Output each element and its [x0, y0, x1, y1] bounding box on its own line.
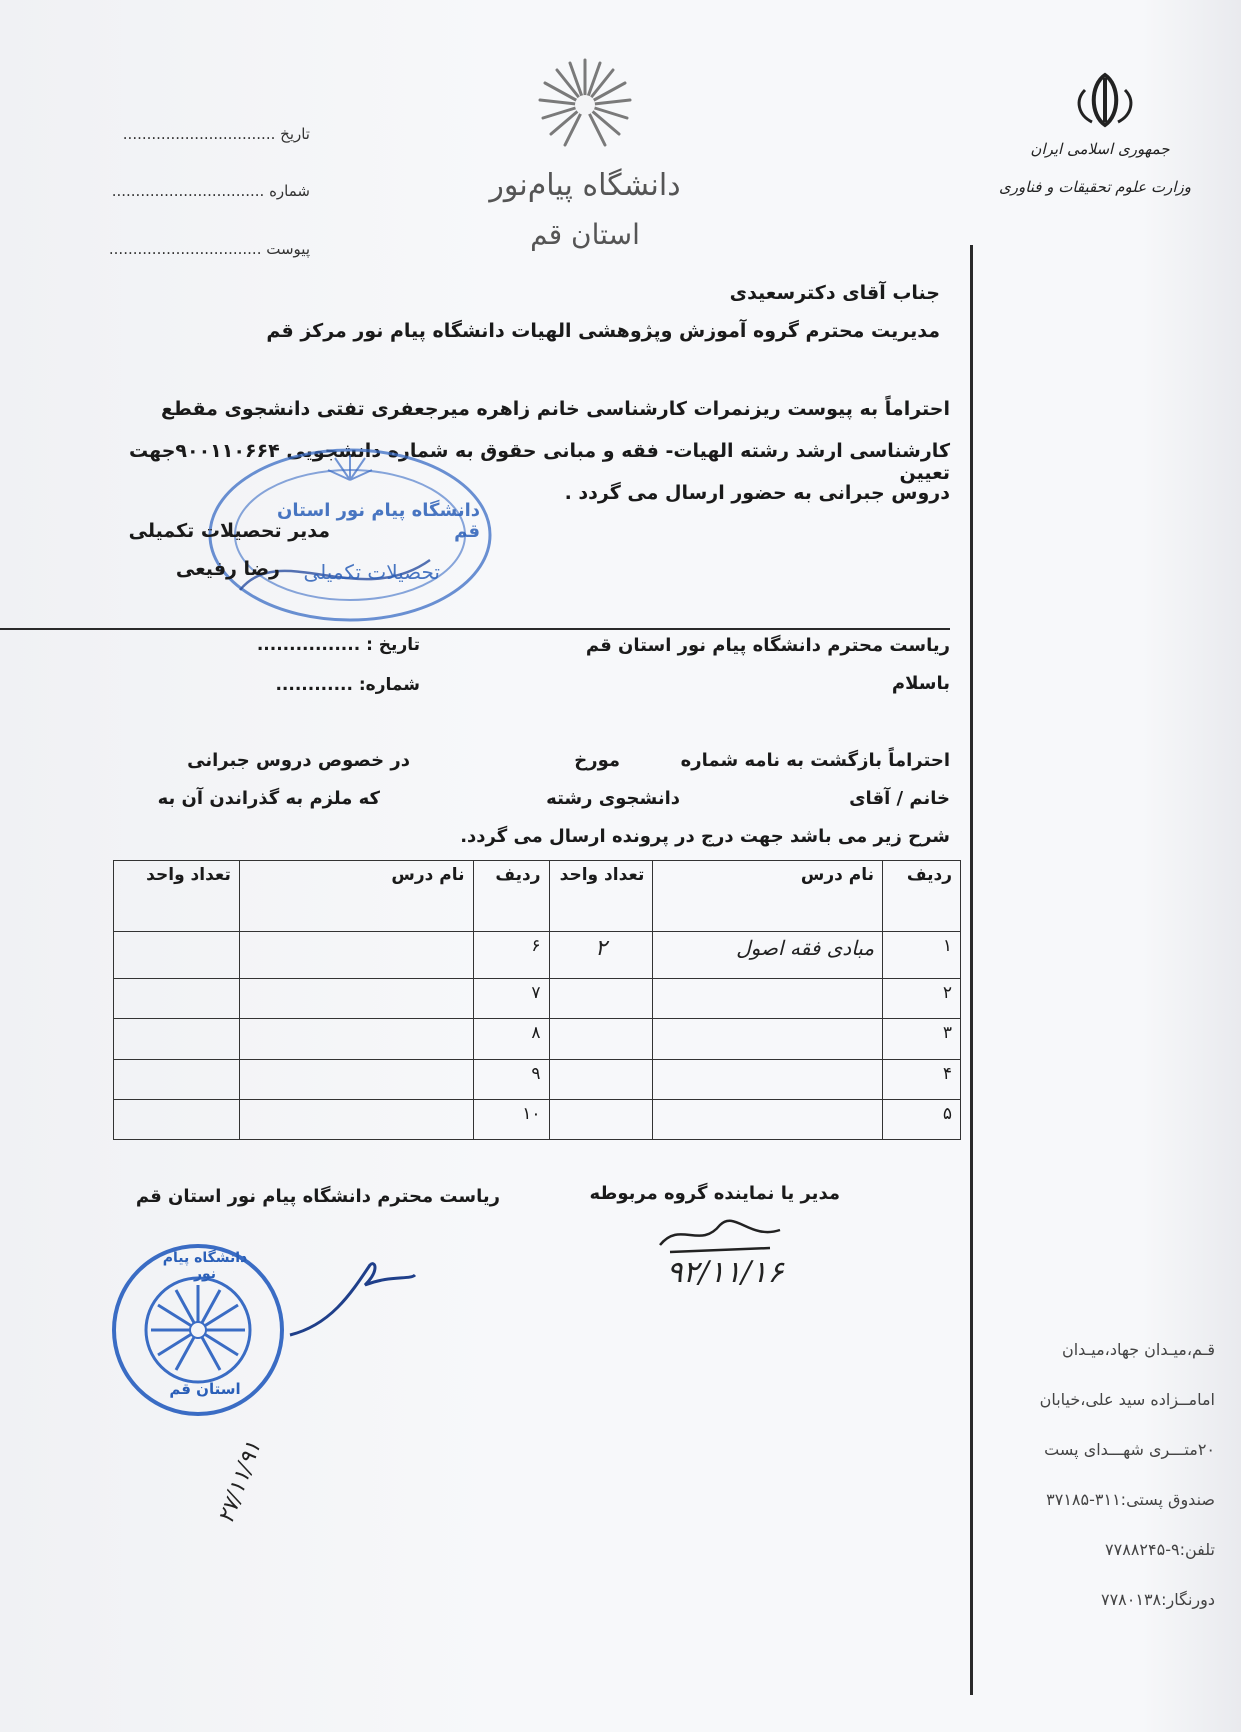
- stamp1-line2: تحصیلات تکمیلی: [303, 560, 440, 584]
- university-logo-icon: [535, 55, 635, 155]
- reply-date: تاریخ : ................: [256, 635, 420, 655]
- header-units-2: تعداد واحد: [114, 861, 240, 932]
- letter-addressee-title: مدیریت محترم گروه آموزش وپژوهشی الهیات دانشگاه پیام نور مرکز قم: [266, 320, 940, 342]
- address-line4: صندوق پستی:۳۱۱-۳۷۱۸۵: [1046, 1490, 1215, 1509]
- handwritten-approval-date: ۹۲/۱۱/۱۶: [666, 1255, 784, 1290]
- reply-addressee: ریاست محترم دانشگاه پیام نور استان قم: [585, 635, 950, 656]
- signer-title: مدیر تحصیلات تکمیلی: [128, 520, 330, 542]
- address-line5: تلفن:۹-۷۷۸۸۲۴۵: [1105, 1540, 1215, 1559]
- address-line6: دورنگار:۷۷۸۰۱۳۸: [1100, 1590, 1215, 1609]
- president-label: ریاست محترم دانشگاه پیام نور استان قم: [135, 1186, 500, 1207]
- table-header-row: [114, 861, 961, 932]
- table-row: ۵ ۱۰: [114, 1099, 961, 1139]
- reply-line1-a: احتراماً بازگشت به نامه شماره: [680, 750, 950, 771]
- ministry-line2: وزارت علوم تحقیقات و فناوری: [998, 178, 1192, 196]
- stamp2-bottom-text: استان قم: [169, 1380, 241, 1398]
- university-name: دانشگاه پیام‌نور: [489, 168, 681, 203]
- margin-divider: [970, 245, 973, 1695]
- letter-body-line1: احتراماً به پیوست ریزنمرات کارشناسی خانم زاهره میرجعفری تفتی دانشجوی مقطع: [160, 398, 950, 420]
- letter-body-line3: دروس جبرانی به حضور ارسال می گردد .: [564, 482, 950, 504]
- letter-addressee: جناب آقای دکترسعیدی: [729, 282, 940, 304]
- letter-body-line2: کارشناسی ارشد رشته الهیات- فقه و مبانی حقوق به شماره دانشجویی ۹۰۰۱۱۰۶۶۴جهت تعیین: [129, 440, 950, 484]
- address-line2: امامــزاده سید علی،خیابان: [1039, 1390, 1215, 1409]
- reply-number: شماره: ............: [275, 675, 420, 695]
- stamp1-line1: دانشگاه پیام نور استان قم: [277, 500, 480, 542]
- handwritten-receipt-date: ۲۷/۱۱/۹۱: [213, 1437, 267, 1528]
- courses-table: [113, 860, 961, 1140]
- attachment-row: پیوست ................................: [108, 240, 310, 258]
- header-row-2: ردیف: [473, 861, 549, 932]
- reply-line1-b: مورخ: [574, 750, 620, 771]
- table-row: ۴ ۹: [114, 1059, 961, 1099]
- reply-line2-b: دانشجوی رشته: [546, 788, 680, 809]
- header-course-1: نام درس: [653, 861, 883, 932]
- group-manager-signature-icon: [640, 1210, 800, 1260]
- reply-greeting: باسلام: [891, 673, 950, 694]
- table-row: ۲ ۷: [114, 979, 961, 1019]
- iran-emblem-icon: [1070, 70, 1140, 130]
- president-signature-icon: [280, 1255, 420, 1345]
- province-name: استان قم: [530, 218, 640, 251]
- header-row-1: ردیف: [883, 861, 961, 932]
- number-row: شماره ................................: [111, 182, 310, 200]
- group-manager-label: مدیر یا نماینده گروه مربوطه: [589, 1183, 840, 1204]
- address-line1: قـم،میـدان جهاد،میـدان: [1061, 1340, 1215, 1359]
- reply-line2-a: خانم / آقای: [849, 788, 950, 809]
- table-row: ۳ ۸: [114, 1019, 961, 1059]
- number-label: شماره: [269, 182, 310, 200]
- reply-line2-c: که ملزم به گذراندن آن به: [157, 788, 380, 809]
- course-name-cell: مبادی فقه اصول: [653, 932, 883, 979]
- date-row: تاریخ ................................: [122, 125, 310, 143]
- header-units-1: تعداد واحد: [549, 861, 653, 932]
- date-label: تاریخ: [280, 125, 310, 143]
- reply-line3: شرح زیر می باشد جهت درج در پرونده ارسال می گردد.: [460, 826, 950, 847]
- signer-name: رضا رفیعی: [175, 558, 280, 580]
- stamp2-top-text: دانشگاه پیام نور: [162, 1250, 248, 1282]
- reply-line1-c: در خصوص دروس جبرانی: [187, 750, 410, 771]
- address-line3: ۲۰متـــری شهـــدای پست: [1044, 1440, 1215, 1459]
- table-row: ۱ مبادی فقه اصول ۲ ۶: [114, 932, 961, 979]
- ministry-line1: جمهوری اسلامی ایران: [1030, 140, 1170, 158]
- header-course-2: نام درس: [239, 861, 473, 932]
- attachment-label: پیوست: [266, 240, 310, 258]
